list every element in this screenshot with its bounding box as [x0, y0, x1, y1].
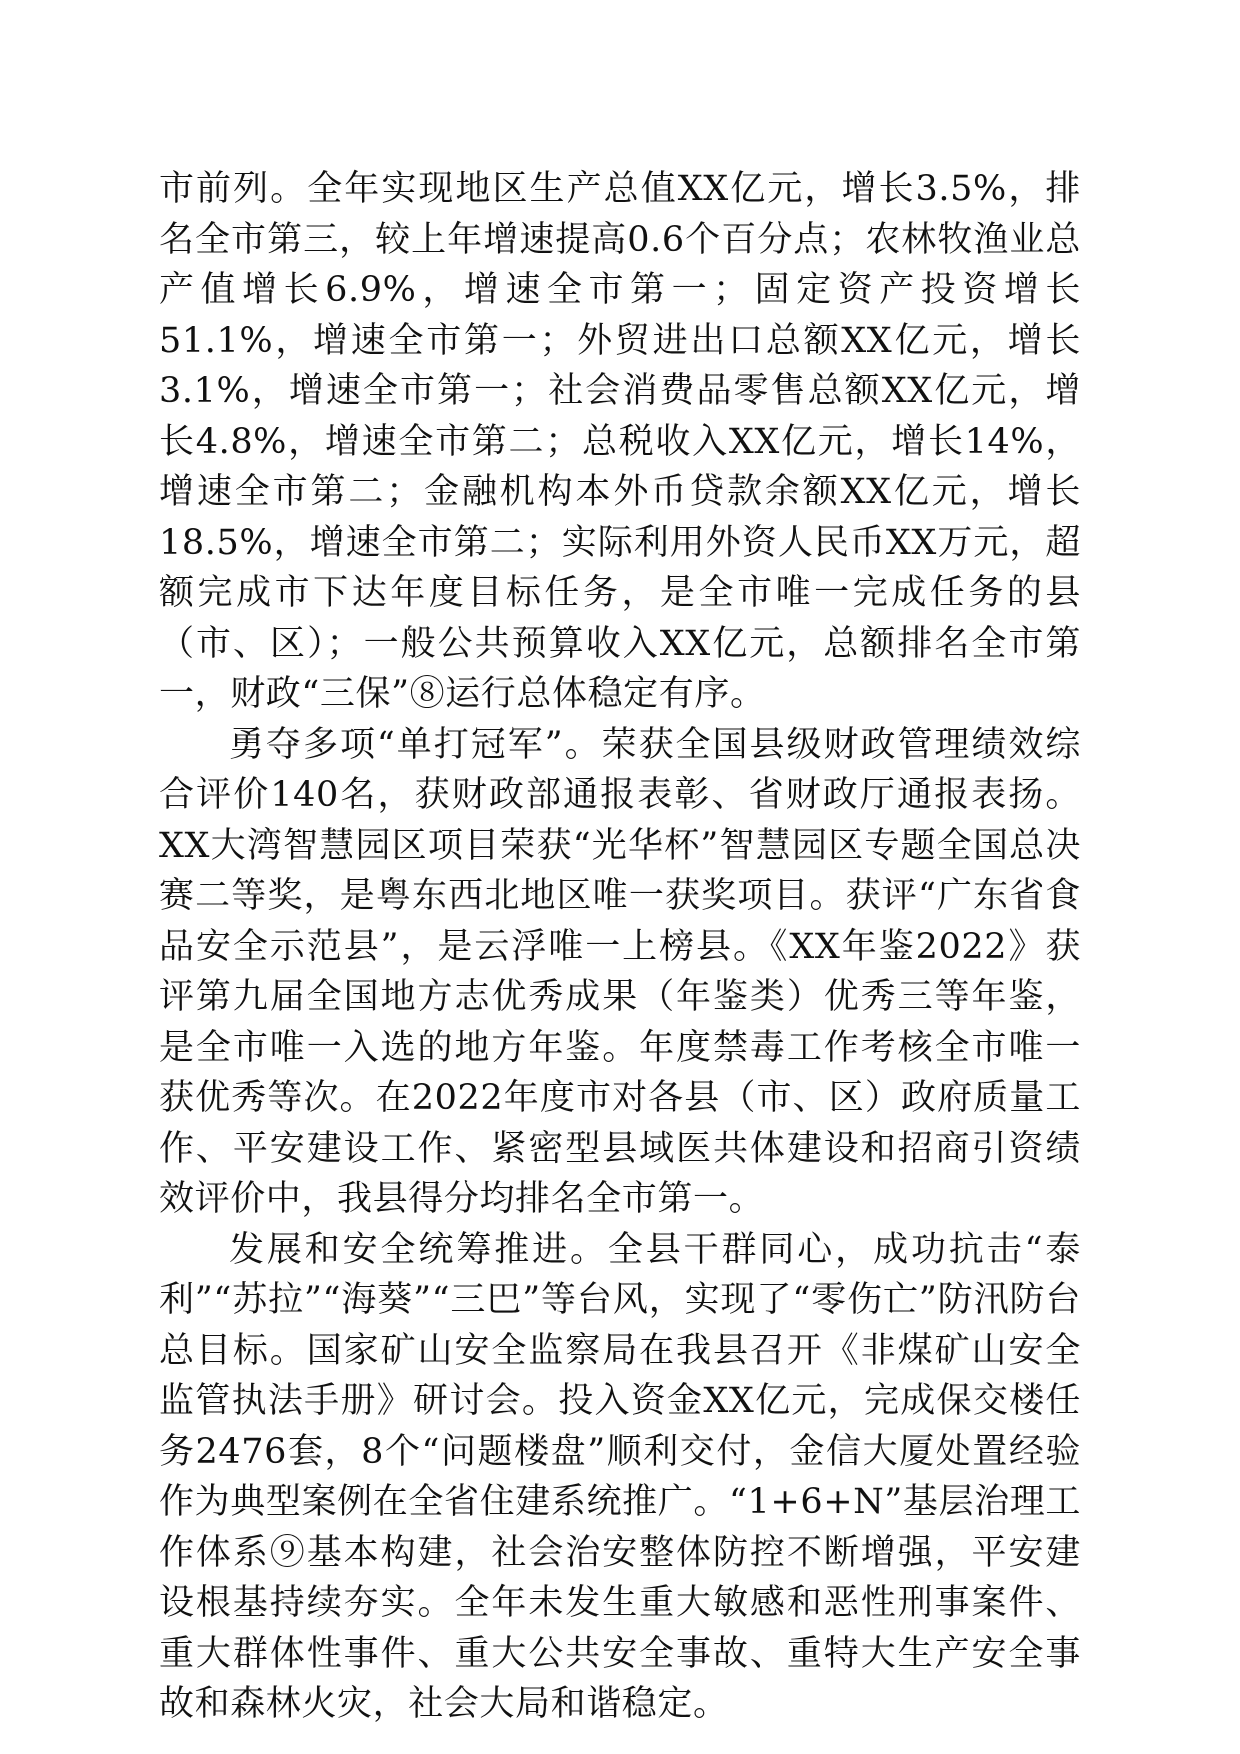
- paragraph-single-champions: 勇夺多项“单打冠军”。荣获全国县级财政管理绩效综合评价140名，获财政部通报表彰、省财政厅通报表扬。XX大湾智慧园区项目荣获“光华杯”智慧园区专题全国总决赛二等奖，是粤东西北地区唯一获奖项目。获评“广东省食品安全示范县”，是云浮唯一上榜县。《XX年鉴2022》获评第九届全国地方志优秀成果（年鉴类）优秀三等年鉴，是全市唯一入选的地方年鉴。年度禁毒工作考核全市唯一获优秀等次。在2022年度市对各县（市、区）政府质量工作、平安建设工作、紧密型县域医共体建设和招商引资绩效评价中，我县得分均排名全市第一。: [159, 724, 1081, 1219]
- paragraph-development-security: 发展和安全统筹推进。全县干群同心，成功抗击“泰利”“苏拉”“海葵”“三巴”等台风，实现了“零伤亡”防汛防台总目标。国家矿山安全监察局在我县召开《非煤矿山安全监管执法手册》研讨会。投入资金XX亿元，完成保交楼任务2476套，8个“问题楼盘”顺利交付，金信大厦处置经验作为典型案例在全省住建系统推广。“1+6+N”基层治理工作体系⑨基本构建，社会治安整体防控不断增强，平安建设根基持续夯实。全年未发生重大敏感和恶性刑事案件、重大群体性事件、重大公共安全事故、重特大生产安全事故和森林火灾，社会大局和谐稳定。: [159, 1229, 1081, 1724]
- paragraph-economic-indicators: 市前列。全年实现地区生产总值XX亿元，增长3.5%，排名全市第三，较上年增速提高0.6个百分点；农林牧渔业总产值增长6.9%，增速全市第一；固定资产投资增长51.1%，增速全市第一；外贸进出口总额XX亿元，增长3.1%，增速全市第一；社会消费品零售总额XX亿元，增长4.8%，增速全市第二；总税收入XX亿元，增长14%，增速全市第二；金融机构本外币贷款余额XX亿元，增长18.5%，增速全市第二；实际利用外资人民币XX万元，超额完成市下达年度目标任务，是全市唯一完成任务的县（市、区）；一般公共预算收入XX亿元，总额排名全市第一，财政“三保”⑧运行总体稳定有序。: [159, 169, 1081, 714]
- body-text: [159, 164, 1081, 1730]
